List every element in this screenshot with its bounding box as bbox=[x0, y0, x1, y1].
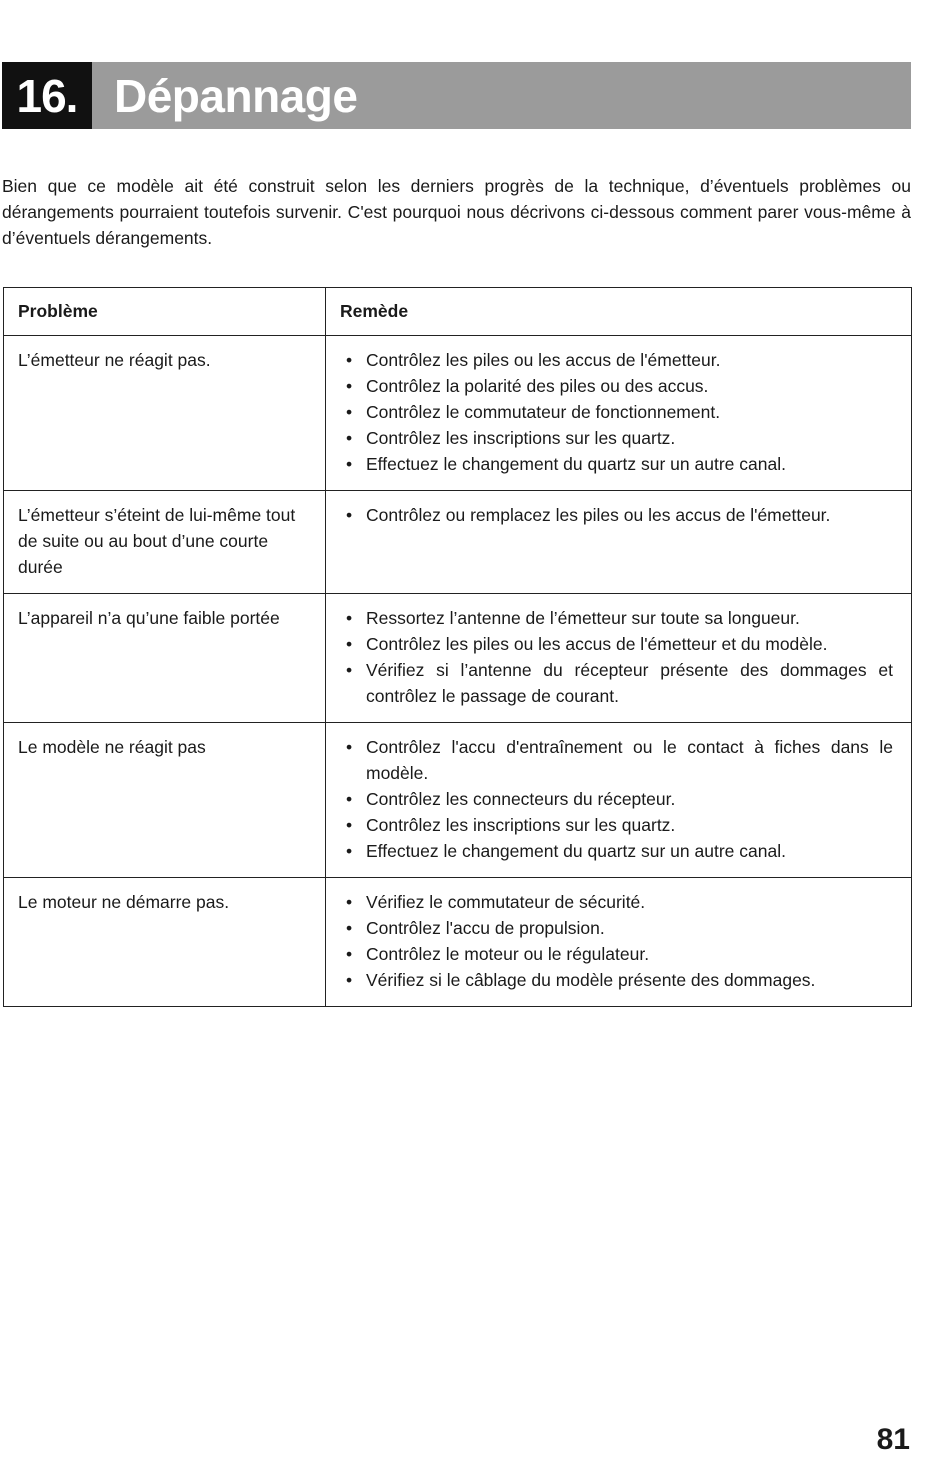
remedy-item: • Effectuez le changement du quartz sur un autre canal. bbox=[346, 451, 893, 477]
remedy-list bbox=[340, 734, 897, 864]
remedy-item: • Ressortez l’antenne de l’émetteur sur toute sa longueur. bbox=[346, 605, 893, 631]
remedy-cell bbox=[326, 723, 912, 878]
remedy-item: • Contrôlez le moteur ou le régulateur. bbox=[346, 941, 893, 967]
remedy-item: • Contrôlez les piles ou les accus de l'émetteur. bbox=[346, 347, 893, 373]
section-title: Dépannage bbox=[114, 69, 358, 122]
problem-cell: L’émetteur ne réagit pas. bbox=[4, 336, 326, 491]
table-header-row bbox=[4, 288, 912, 336]
problem-cell: Le moteur ne démarre pas. bbox=[4, 878, 326, 1007]
section-header bbox=[2, 62, 911, 129]
remedy-item: • Contrôlez ou remplacez les piles ou les accus de l'émetteur. bbox=[346, 502, 893, 528]
remedy-list bbox=[340, 605, 897, 709]
remedy-cell bbox=[326, 491, 912, 594]
remedy-item: • Contrôlez les connecteurs du récepteur. bbox=[346, 786, 893, 812]
page-number: 81 bbox=[876, 1423, 910, 1456]
remedy-item: • Vérifiez le commutateur de sécurité. bbox=[346, 889, 893, 915]
remedy-item: • Vérifiez si l’antenne du récepteur présente des dommages et contrôlez le passage de courant. bbox=[346, 657, 893, 709]
troubleshooting-table bbox=[3, 287, 912, 1007]
remedy-list bbox=[340, 502, 897, 528]
table-row bbox=[4, 594, 912, 723]
remedy-item: • Contrôlez les inscriptions sur les quartz. bbox=[346, 425, 893, 451]
header-remedy: Remède bbox=[326, 288, 912, 336]
remedy-item: • Contrôlez le commutateur de fonctionnement. bbox=[346, 399, 893, 425]
remedy-item: • Contrôlez les inscriptions sur les quartz. bbox=[346, 812, 893, 838]
table-row bbox=[4, 878, 912, 1007]
remedy-item: • Contrôlez les piles ou les accus de l'émetteur et du modèle. bbox=[346, 631, 893, 657]
table-row bbox=[4, 336, 912, 491]
problem-cell: L’émetteur s’éteint de lui-même tout de suite ou au bout d’une courte durée bbox=[4, 491, 326, 594]
problem-cell: L’appareil n’a qu’une faible portée bbox=[4, 594, 326, 723]
section-number: 16. bbox=[2, 62, 92, 129]
remedy-cell bbox=[326, 594, 912, 723]
remedy-list bbox=[340, 347, 897, 477]
remedy-item: • Vérifiez si le câblage du modèle présente des dommages. bbox=[346, 967, 893, 993]
remedy-cell bbox=[326, 878, 912, 1007]
remedy-cell bbox=[326, 336, 912, 491]
remedy-list bbox=[340, 889, 897, 993]
problem-cell: Le modèle ne réagit pas bbox=[4, 723, 326, 878]
header-problem: Problème bbox=[4, 288, 326, 336]
table-row bbox=[4, 491, 912, 594]
intro-paragraph: Bien que ce modèle ait été construit selon les derniers progrès de la technique, d’éventuels problèmes ou dérangements pourraient toutefois survenir. C'est pourquoi nous décrivons ci-dessous comment parer vous-même à d’éventuels dérangements. bbox=[2, 176, 911, 248]
remedy-item: • Contrôlez la polarité des piles ou des accus. bbox=[346, 373, 893, 399]
remedy-item: • Effectuez le changement du quartz sur un autre canal. bbox=[346, 838, 893, 864]
remedy-item: • Contrôlez l'accu d'entraînement ou le contact à fiches dans le modèle. bbox=[346, 734, 893, 786]
remedy-item: • Contrôlez l'accu de propulsion. bbox=[346, 915, 893, 941]
table-row bbox=[4, 723, 912, 878]
table-body bbox=[4, 336, 912, 1007]
